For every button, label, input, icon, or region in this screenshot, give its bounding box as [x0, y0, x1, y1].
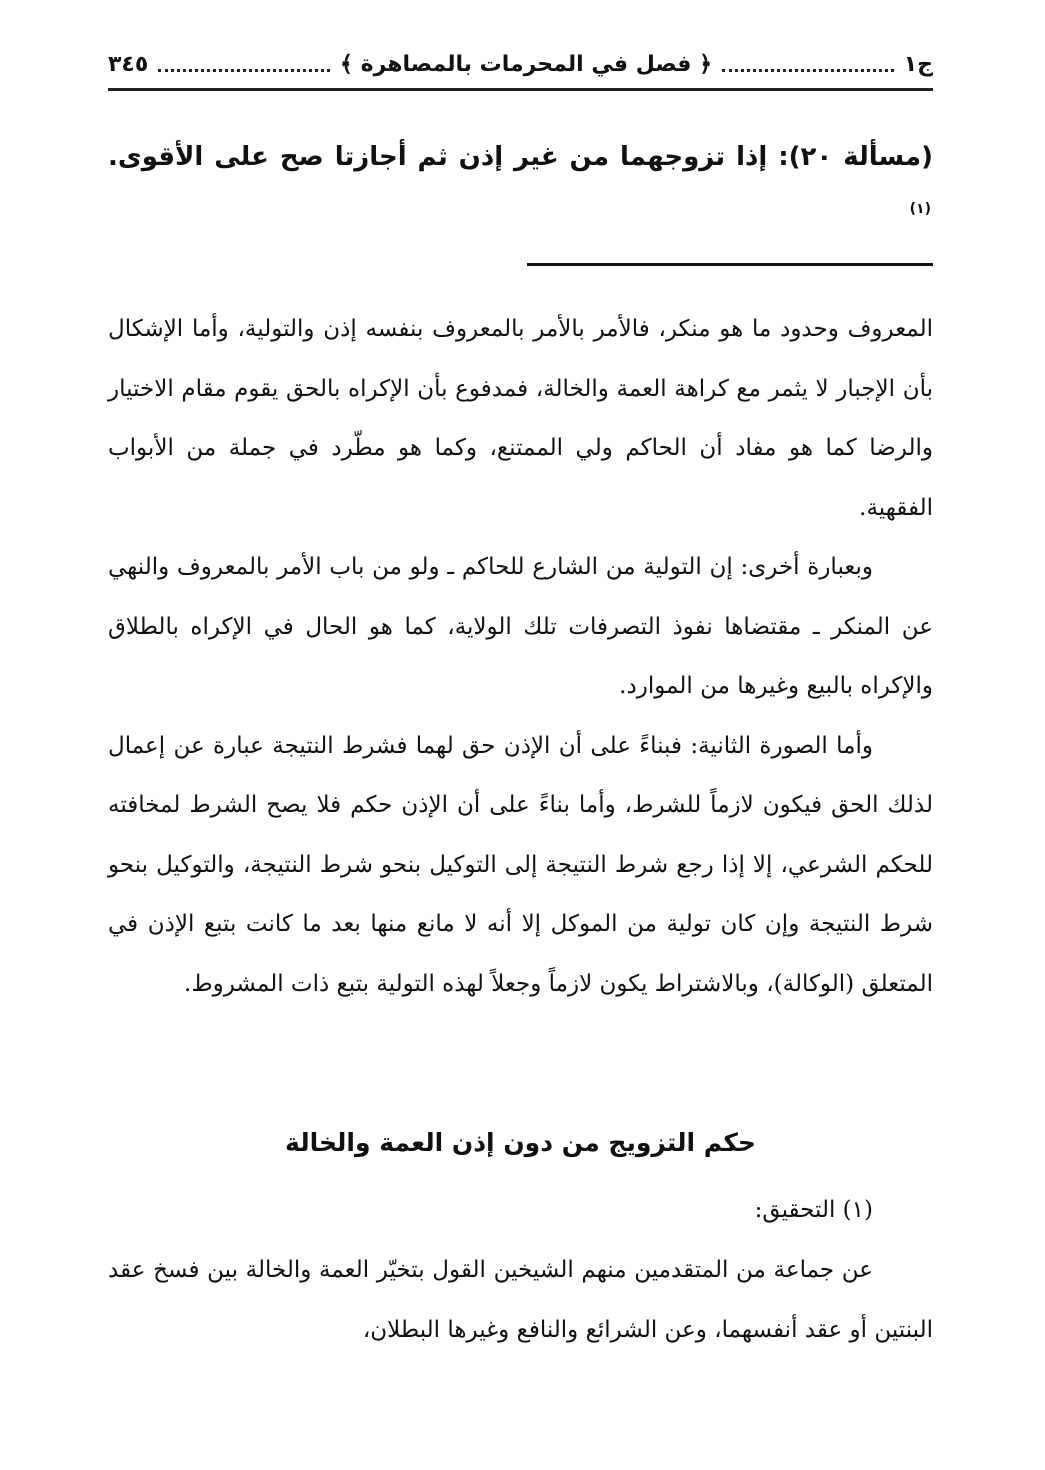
footnote-separator — [527, 263, 933, 266]
body-text — [108, 300, 933, 1014]
header-rule — [108, 88, 933, 91]
footnote-text: عن جماعة من المتقدمين منهم الشيخين القول بتخيّر العمة والخالة بين فسخ عقد البنتين أو عقد أنفسهما، وعن الشرائع والنافع وغيرها البطلان، — [108, 1257, 933, 1343]
footnote-block — [108, 1180, 933, 1360]
footnote-marker: (١) — [909, 201, 931, 218]
volume-label: ج١ — [903, 51, 933, 77]
paragraph: وأما الصورة الثانية: فبناءً على أن الإذن حق لهما فشرط النتيجة عبارة عن إعمال لذلك الحق فيكون لازماً للشرط، وأما بناءً على أن الإذن حكم فلا يصح الشرط لمخافته للحكم الشرعي، إلا إذا رجع شرط النتيجة إلى التوكيل بنحو شرط النتيجة، والتوكيل بنحو شرط النتيجة وإن كان تولية من الموكل إلا أنه لا مانع منها بعد ما كانت بتبع الإذن في المتعلق (الوكالة)، وبالاشتراط يكون لازماً وجعلاً لهذه التولية بتبع ذات المشروط. — [108, 732, 933, 997]
header-leader-dots — [158, 69, 330, 72]
paragraph: المعروف وحدود ما هو منكر، فالأمر بالأمر بالمعروف بنفسه إذن والتولية، وأما الإشكال بأن الإجبار لا يثمر مع كراهة العمة والخالة، فمدفوع بأن الإكراه بالحق يقوم مقام الاختيار والرضا كما هو مفاد أن الحاكم ولي الممتنع، وكما هو مطّرد في جملة من الأبواب الفقهية. — [108, 316, 933, 521]
issue-heading — [108, 128, 933, 244]
header-leader-dots — [722, 69, 894, 72]
chapter-title: ﴿ فصل في المحرمات بالمصاهرة ﴾ — [340, 51, 712, 77]
issue-text: (مسألة ٢٠): إذا تزوجهما من غير إذن ثم أجازتا صح على الأقوى. — [108, 142, 933, 172]
page-number: ٣٤٥ — [108, 51, 149, 77]
section-heading: حكم التزويج من دون إذن العمة والخالة — [285, 1128, 756, 1157]
paragraph: وبعبارة أخرى: إن التولية من الشارع للحاكم ـ ولو من باب الأمر بالمعروف والنهي عن المنكر ـ مقتضاها نفوذ التصرفات تلك الولاية، كما هو الحال في الإكراه بالطلاق والإكراه بالبيع وغيرها من الموارد. — [108, 554, 933, 699]
running-header — [108, 42, 933, 86]
footnote-label: (١) التحقيق: — [754, 1197, 873, 1223]
